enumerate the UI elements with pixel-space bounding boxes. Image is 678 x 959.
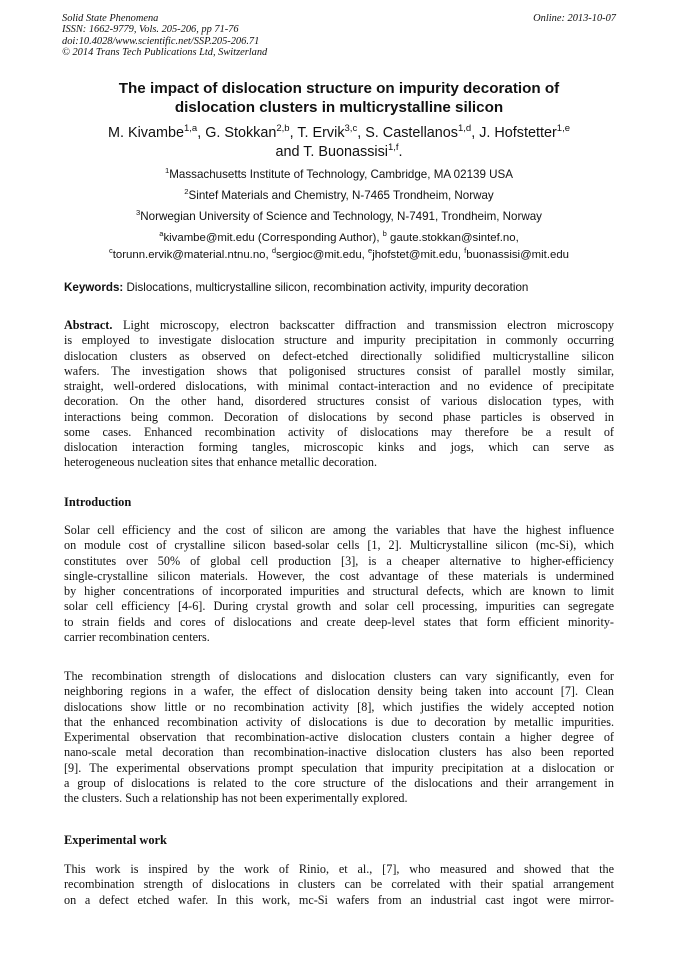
abstract-label: Abstract. <box>64 318 113 332</box>
abstract-line: interactions being common. Decoration of dislocations by second phase particles is observed in <box>64 409 614 424</box>
experimental-paragraph <box>64 862 614 908</box>
paragraph-line: a group of dislocations is related to the core structure of the dislocations and their arrangement in <box>64 775 614 790</box>
title-line: The impact of dislocation structure on impurity decoration of <box>118 80 560 97</box>
paragraph-line: recombination strength of dislocations in clusters can be correlated with their spatial arrangement <box>64 877 614 892</box>
email-text: sergioc@mit.edu, <box>276 248 368 261</box>
author-sup: 1,e <box>556 123 571 135</box>
email-line <box>40 247 638 264</box>
author-sup: 3,c <box>344 123 358 135</box>
author-name: and T. Buonassisi <box>275 143 388 160</box>
journal-header <box>62 13 616 59</box>
affiliation <box>40 210 638 224</box>
section-heading-introduction: Introduction <box>64 495 132 509</box>
affiliation-text: Massachusetts Institute of Technology, Cambridge, MA 02139 USA <box>169 168 513 181</box>
paragraph-line: [9]. The experimental observations prompt speculation that impurity precipitation at a dislocation or <box>64 760 614 775</box>
affiliation <box>40 189 638 203</box>
paragraph-line: This work is inspired by the work of Rinio, et al., [7], who measured and showed that the <box>64 862 614 876</box>
abstract-line: dislocation clusters as observed on defect-etched directionally solidified multicrystalline silicon <box>64 348 614 363</box>
paragraph-line: to strain fields and cores of dislocations and create deep-level states that form efficient minority- <box>64 614 614 629</box>
email-sup: b <box>382 229 387 239</box>
abstract-line <box>64 318 614 333</box>
paragraph-line: on a defect etched wafer. In this work, mc-Si wafers from an industrial cast ingot were mirror- <box>64 892 614 907</box>
author-name: J. Hofstetter <box>479 125 557 141</box>
author-sep: , <box>357 125 366 141</box>
paragraph-line: that the enhanced recombination activity of dislocations is due to decoration by metallic impurities. <box>64 714 614 729</box>
email-text: buonassisi@mit.edu <box>466 248 570 261</box>
keywords-label: Keywords: <box>64 281 124 294</box>
paragraph-line: Solar cell efficiency and the cost of silicon are among the variables that have the highest influence <box>64 523 614 537</box>
abstract-text: Light microscopy, electron backscatter diffraction and transmission electron microscopy <box>112 318 614 332</box>
keywords <box>64 281 618 295</box>
paragraph-line: carrier recombination centers. <box>64 629 210 644</box>
email-text: gaute.stokkan@sintef.no, <box>386 232 519 244</box>
abstract <box>64 318 614 471</box>
email-sup: e <box>368 245 373 255</box>
abstract-line: dislocation interaction forming tangles, microscopic kinks and jogs, which can serve as <box>64 440 614 454</box>
author-line <box>60 124 618 143</box>
author-name: M. Kivambe <box>107 125 184 141</box>
paragraph-line: constitutes over 50% of global cell production [3], is a cheaper alternative to higher-efficiency <box>64 553 614 568</box>
journal-name: Solid State Phenomena <box>62 13 159 24</box>
journal-issn: ISSN: 1662-9779, Vols. 205-206, pp 71-76 <box>62 24 239 36</box>
email-line <box>40 230 638 247</box>
affiliation-text: Norwegian University of Science and Technology, N-7491, Trondheim, Norway <box>140 210 542 223</box>
paper-title <box>60 79 618 117</box>
abstract-line: heterogeneous nucleation sites that enhance metallic decoration. <box>64 455 378 470</box>
affiliation-sup: 2 <box>184 187 189 197</box>
affiliation-text: Sintef Materials and Chemistry, N-7465 Trondheim, Norway <box>188 189 494 202</box>
author-name: T. Ervik <box>297 125 345 141</box>
email-text: jhofstet@mit.edu, <box>372 248 465 261</box>
paragraph-line: solar cell efficiency [4-6]. During crystal growth and solar cell processing, impurities can segregate <box>64 599 614 614</box>
paragraph-line: The recombination strength of dislocations and dislocation clusters can vary significantly, even for <box>64 669 614 683</box>
abstract-line: straight, well-ordered dislocations, with minimal contact-interaction and no evidence of precipitate <box>64 379 614 393</box>
author-sep: , <box>289 125 298 141</box>
author-sup: 1,d <box>458 123 472 135</box>
author-sup: 1,f <box>387 141 399 153</box>
paragraph-line: neighboring regions in a wafer, the effect of dislocation density being taken into account [7]. Clean <box>64 684 614 699</box>
email-sup: f <box>464 245 467 255</box>
journal-copyright: © 2014 Trans Tech Publications Ltd, Switzerland <box>62 47 268 59</box>
author-sup: 1,a <box>183 123 198 135</box>
email-sup: d <box>271 245 277 255</box>
author-list <box>60 124 618 161</box>
abstract-line: decoration. On the other hand, disordered structures consist of various dislocation types, with <box>64 394 614 409</box>
abstract-line: wafers. The investigation shows that poligonised structures consist of parallel mostly similar, <box>64 363 614 378</box>
paragraph-line: by higher concentrations of incorporated impurities and structural defects, which are known to limit <box>64 584 614 598</box>
affiliation-sup: 1 <box>165 166 170 176</box>
author-sep: , <box>197 125 206 141</box>
email-sup: a <box>159 229 164 239</box>
email-list <box>40 230 638 263</box>
author-name: S. Castellanos <box>365 125 458 141</box>
paragraph-line: nano-scale metal decoration than recombination-inactive dislocation clusters has also been reported <box>64 745 614 760</box>
introduction-paragraph <box>64 523 614 645</box>
paragraph-line: dislocations show little or no recombination activity [8], which justifies the widely accepted notion <box>64 699 614 714</box>
author-name: G. Stokkan <box>205 125 277 141</box>
title-line: dislocation clusters in multicrystalline silicon <box>174 99 504 116</box>
paragraph-line: single-crystalline silicon materials. However, the cost advantage of these materials is undermined <box>64 568 614 583</box>
email-sup: c <box>108 245 113 255</box>
author-sep: . <box>398 143 403 160</box>
paragraph-line: the clusters. Such a relationship has not been experimentally explored. <box>64 791 408 805</box>
paragraph-line: on module cost of crystalline silicon based-solar cells [1, 2]. Multicrystalline silicon (mc-Si), which <box>64 538 614 553</box>
abstract-line: is employed to investigate dislocation structure and impurity precipitation in commonly occurring <box>64 333 614 348</box>
abstract-line: some cases. Enhanced recombination activity of dislocations may therefore be a result of <box>64 424 614 439</box>
journal-doi: doi:10.4028/www.scientific.net/SSP.205-206.71 <box>62 35 260 47</box>
keywords-text: Dislocations, multicrystalline silicon, recombination activity, impurity decoration <box>123 281 529 294</box>
section-heading-experimental: Experimental work <box>64 833 167 847</box>
author-line <box>60 143 618 162</box>
author-sup: 2,b <box>276 123 290 135</box>
online-date: Online: 2013-10-07 <box>533 13 616 24</box>
affiliation <box>40 168 638 182</box>
affiliation-sup: 3 <box>136 208 141 218</box>
introduction-paragraph <box>64 669 614 806</box>
author-sep: , <box>471 125 480 141</box>
email-text: kivambe@mit.edu (Corresponding Author), <box>163 232 383 244</box>
email-text: torunn.ervik@material.ntnu.no, <box>112 248 272 261</box>
paragraph-line: Experimental observation that recombination-active dislocation clusters contain a higher degree of <box>64 730 614 744</box>
